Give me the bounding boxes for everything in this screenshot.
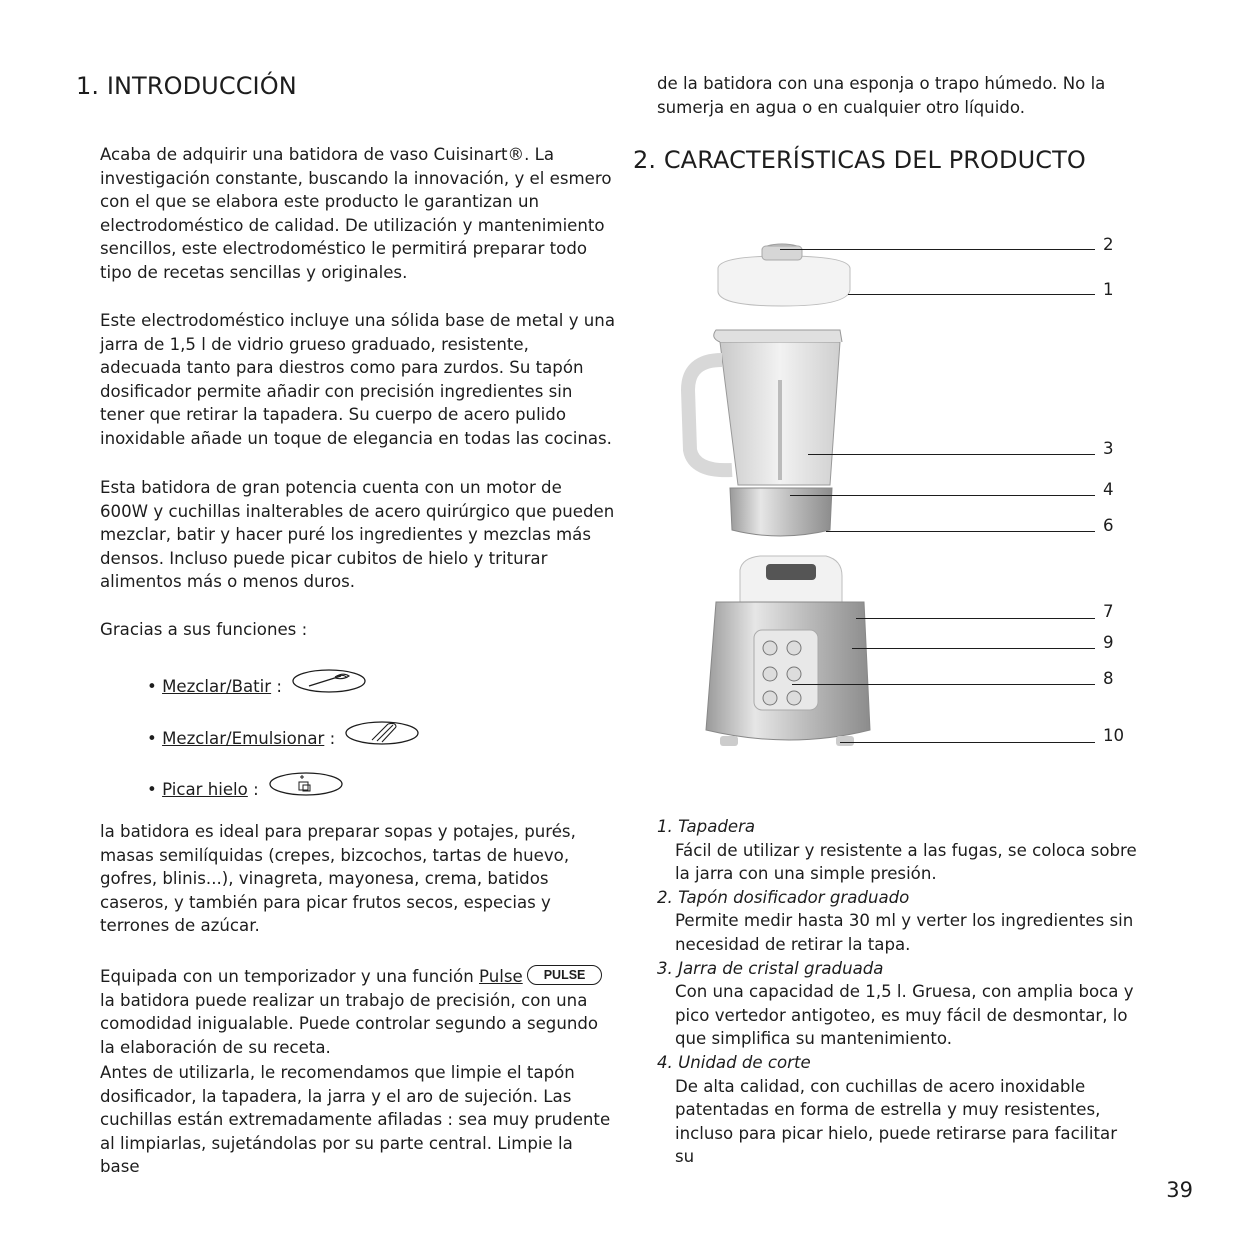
pulse-icon: PULSE bbox=[527, 965, 603, 985]
cleaning-continued: de la batidora con una esponja o trapo húmedo. No la sumerja en agua o en cualquier otro líquido. bbox=[657, 74, 1106, 117]
feature-list bbox=[657, 815, 1137, 1169]
intro-paragraph-1: Acaba de adquirir una batidora de vaso Cuisinart®. La investigación constante, buscando la innovación, y el esmero con el que se elabora este producto le garantizan un electrodoméstico de calidad. De utilización y mantenimiento sencillos, este electrodoméstico le permitirá preparar todo tipo de recetas sencillas y originales. bbox=[100, 145, 612, 282]
feature-body: Fácil de utilizar y resistente a las fugas, se coloca sobre la jarra con una simple presión. bbox=[675, 840, 1137, 884]
function-item-mix: • Mezclar/Batir : bbox=[147, 668, 367, 696]
whisk-icon bbox=[291, 668, 367, 694]
callout-number: 8 bbox=[1103, 669, 1114, 688]
callout-line-7 bbox=[856, 618, 1095, 619]
callout-number: 9 bbox=[1103, 633, 1114, 652]
callout-line-3 bbox=[808, 454, 1095, 455]
jar bbox=[688, 330, 842, 485]
lid bbox=[718, 244, 850, 306]
section-1-title: 1. INTRODUCCIÓN bbox=[76, 72, 297, 100]
bullet-dot: • bbox=[147, 677, 163, 696]
feature-body: De alta calidad, con cuchillas de acero inoxidable patentadas en forma de estrella y muy resistentes, incluso para picar hielo, puede retirarse para facilitar su bbox=[675, 1076, 1118, 1167]
callout-number: 1 bbox=[1103, 280, 1114, 299]
callout-number: 7 bbox=[1103, 602, 1114, 621]
functions-intro: Gracias a sus funciones : bbox=[100, 620, 308, 639]
callout-line-10 bbox=[840, 742, 1095, 743]
ice-icon bbox=[268, 771, 344, 797]
motor-base bbox=[706, 556, 870, 746]
callout-line-6 bbox=[826, 531, 1095, 532]
section-2-title: 2. CARACTERÍSTICAS DEL PRODUCTO bbox=[633, 146, 1086, 174]
bullet-dot: • bbox=[147, 780, 163, 799]
intro-paragraph-2: Este electrodoméstico incluye una sólida base de metal y una jarra de 1,5 l de vidrio grueso graduado, resistente, adecuada tanto para diestros como para zurdos. Su tapón dosificador permite añadir con precisión ingredientes sin tener que retirar la tapadera. Su cuerpo de acero pulido inoxidable añade un toque de elegancia en todas las cocinas. bbox=[100, 311, 615, 448]
blend-icon bbox=[344, 720, 420, 746]
cleaning-paragraph: Antes de utilizarla, le recomendamos que limpie el tapón dosificador, la tapadera, la jarra y el aro de sujeción. Las cuchillas están extremadamente afiladas : sea muy prudente al limpiarlas, sujetándolas por su parte central. Limpie la base bbox=[100, 1063, 611, 1177]
feature-title: 1. Tapadera bbox=[657, 817, 756, 836]
callout-line-1 bbox=[848, 294, 1095, 295]
uses-paragraph: la batidora es ideal para preparar sopas y potajes, purés, masas semilíquidas (crepes, bizcochos, tartas de huevo, gofres, blinis...), vinagreta, mayonesa, crema, batidos caseros, y también para picar frutos secos, especias y terrones de azúcar. bbox=[100, 822, 576, 936]
function-label: Mezclar/Batir bbox=[162, 677, 272, 696]
callout-number: 10 bbox=[1103, 726, 1125, 745]
function-label: Picar hielo bbox=[162, 780, 248, 799]
page-number: 39 bbox=[1166, 1178, 1193, 1202]
callout-line-4 bbox=[790, 495, 1095, 496]
callout-number: 4 bbox=[1103, 480, 1114, 499]
function-label: Mezclar/Emulsionar bbox=[162, 729, 325, 748]
intro-paragraph-3: Esta batidora de gran potencia cuenta con un motor de 600W y cuchillas inalterables de acero quirúrgico que pueden mezclar, batir y hacer puré los ingredientes y mezclas más densos. Incluso puede picar cubitos de hielo y triturar alimentos más o menos duros. bbox=[100, 478, 615, 592]
function-item-emulsify: • Mezclar/Emulsionar : bbox=[147, 720, 420, 748]
feature-title: 2. Tapón dosificador graduado bbox=[657, 887, 910, 907]
callout-line-2 bbox=[780, 249, 1095, 250]
callout-number: 2 bbox=[1103, 235, 1114, 254]
bullet-dot: • bbox=[147, 729, 163, 748]
callout-line-9 bbox=[852, 648, 1095, 649]
feature-title: 4. Unidad de corte bbox=[657, 1052, 811, 1072]
pulse-paragraph: Equipada con un temporizador y una función Pulse PULSE la batidora puede realizar un trabajo de precisión, con una comodidad inigualable. Puede controlar segundo a segundo la elaboración de su receta. bbox=[100, 965, 615, 1059]
feature-body: Con una capacidad de 1,5 l. Gruesa, con amplia boca y pico vertedor antigoteo, es muy fácil de desmontar, lo que simplifica su mantenimiento. bbox=[675, 982, 1134, 1049]
callout-number: 6 bbox=[1103, 516, 1114, 535]
feature-body: Permite medir hasta 30 ml y verter los ingredientes sin necesidad de retirar la tapa. bbox=[675, 911, 1134, 954]
callout-line-8 bbox=[792, 684, 1095, 685]
function-item-ice: • Picar hielo : bbox=[147, 771, 344, 799]
feature-title: 3. Jarra de cristal graduada bbox=[657, 958, 884, 978]
pulse-link: Pulse bbox=[479, 967, 523, 986]
callout-number: 3 bbox=[1103, 439, 1114, 458]
